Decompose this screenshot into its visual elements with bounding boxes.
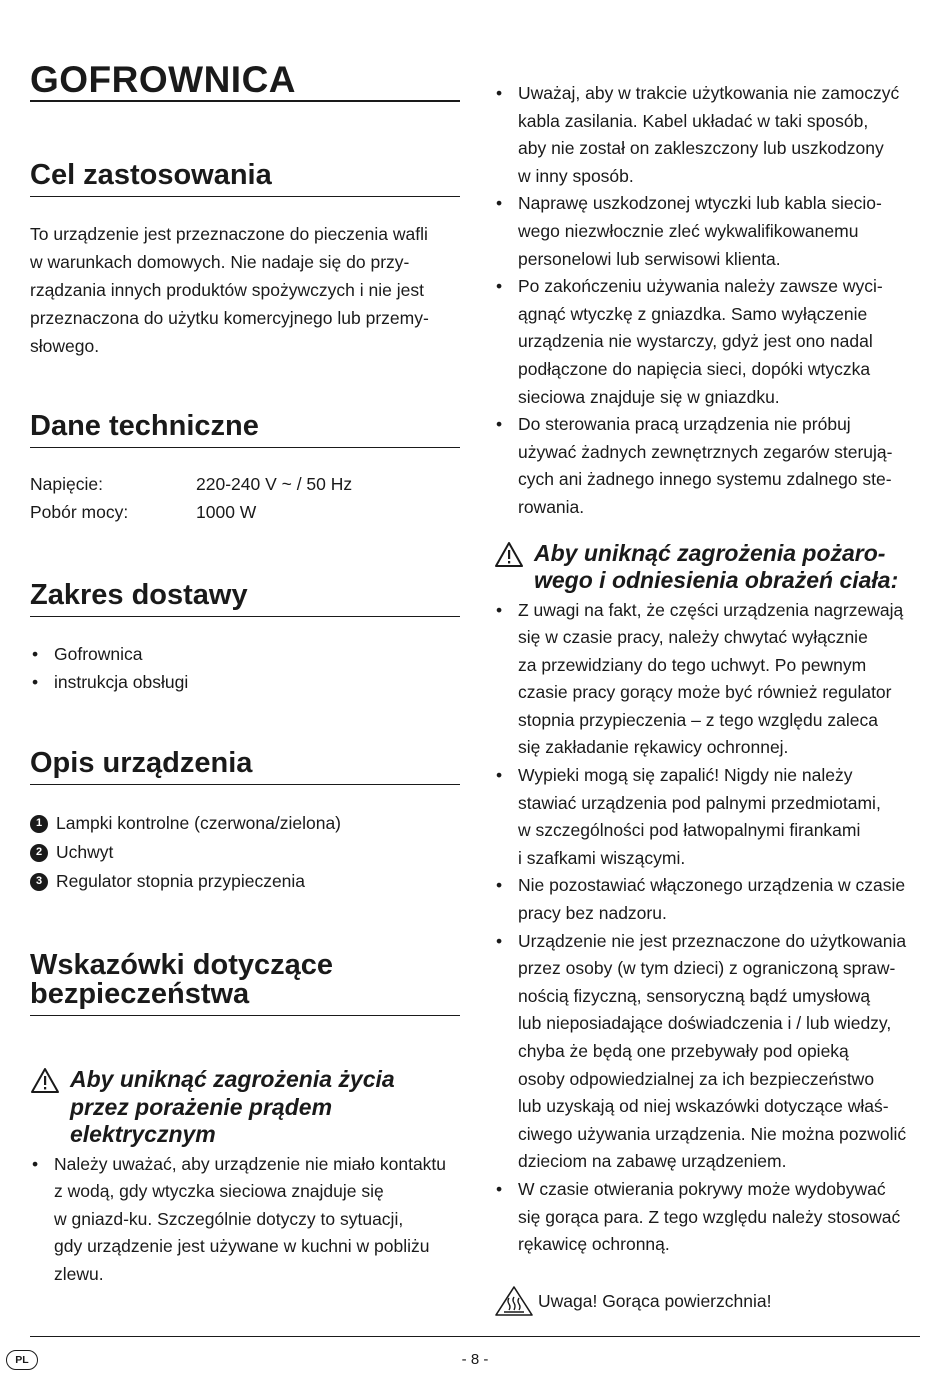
list-item: • Z uwagi na fakt, że części urządzenia nagrzewają się w czasie pracy, należy chwytać wyłącznie za przewidziany do tego uchwyt. Po pewnym czasie pracy gorący może być również regulator stopnia przypieczenia – z tego względu zaleca się zakładanie rękawicy ochronnej. <box>496 599 904 758</box>
language-badge: PL <box>6 1350 38 1370</box>
warning1-list <box>30 1151 460 1289</box>
hot-surface-icon <box>494 1285 534 1317</box>
section-title-wskazowki: Wskazówki dotyczące bezpieczeństwa <box>30 951 460 1016</box>
section-opis <box>30 748 460 896</box>
delivery-list <box>30 641 460 696</box>
list-item: • Po zakończeniu używania należy zawsze wyci- ągnąć wtyczkę z gniazdka. Samo wyłączenie urządzenia nie wystarczy, gdyż jest ono nadal podłączone do napięcia sieci, dopóki wtyczka sieciowa znajduje się w gniazdku. <box>496 276 883 407</box>
section-dane <box>30 411 460 526</box>
list-item: • instrukcja obsługi <box>32 671 189 692</box>
page-title: GOFROWNICA <box>30 58 460 102</box>
list-item: • Gofrownica <box>32 644 143 664</box>
section-title-dane: Dane techniczne <box>30 411 460 448</box>
footer-divider <box>30 1336 920 1337</box>
number-badge: 2 <box>30 844 48 862</box>
list-item: • Wypieki mogą się zapalić! Nigdy nie należy stawiać urządzenia pod palnymi przedmiotami, w szczególności pod łatwopalnymi firankami i szafkami wiszącymi. <box>496 765 881 868</box>
list-item: • Uważaj, aby w trakcie użytkowania nie zamoczyć kabla zasilania. Kabel układać w taki sposób, aby nie został on zakleszczony lub uszkodzony w inny sposób. <box>496 83 900 186</box>
parts-list <box>30 809 460 896</box>
spec-row: Pobór mocy: 1000 W <box>30 502 257 522</box>
list-item: 2 Uchwyt <box>30 838 460 867</box>
section-title-opis: Opis urządzenia <box>30 748 460 785</box>
list-item: • Do sterowania pracą urządzenia nie próbuj używać żadnych zewnętrznych zegarów sterują- cych ani żadnego innego systemu zdalnego ste- rowania. <box>496 414 893 517</box>
electric-bullets <box>494 80 922 522</box>
list-item: • Naprawę uszkodzonej wtyczki lub kabla sieciо- wego niezwłocznie zleć wykwalifikowanemu personelowi lub serwisowi klienta. <box>496 193 882 269</box>
number-badge: 1 <box>30 815 48 833</box>
number-badge: 3 <box>30 873 48 891</box>
warning-heading-fire: Aby uniknąć zagrożenia pożaro- wego i odniesienia obrażeń ciała: <box>494 540 922 595</box>
list-item: 1 Lampki kontrolne (czerwona/zielona) <box>30 809 460 838</box>
warning-triangle-icon <box>494 541 524 568</box>
page-number: - 8 - <box>461 1351 489 1368</box>
cel-paragraph: To urządzenie jest przeznaczone do pieczenia wafli w warunkach domowych. Nie nadaje się do przy- rządzania innych produktów spożywczych i nie jest przeznaczona do użytku komercyjnego lub przemy- słowego. <box>30 224 429 356</box>
warning-heading-electric: Aby uniknąć zagrożenia życia przez porażenie prądem elektrycznym <box>30 1066 460 1149</box>
spec-table <box>30 470 460 526</box>
hot-surface-note: Uwaga! Gorąca powierzchnia! <box>494 1285 922 1317</box>
section-wskazowki <box>30 951 460 1288</box>
list-item: • Nie pozostawiać włączonego urządzenia w czasie pracy bez nadzoru. <box>496 875 906 924</box>
warning-triangle-icon <box>30 1067 60 1094</box>
spec-row: Napięcie: 220-240 V ~ / 50 Hz <box>30 474 353 494</box>
section-zakres <box>30 580 460 696</box>
right-column <box>494 80 922 1317</box>
list-item: 3 Regulator stopnia przypieczenia <box>30 867 460 896</box>
left-column <box>30 58 460 1289</box>
list-item: • Należy uważać, aby urządzenie nie miało kontaktu z wodą, gdy wtyczka sieciowa znajduje się w gniazd-ku. Szczególnie dotyczy to sytuacji, gdy urządzenie jest używane w kuchni w pobliżu zlewu. <box>32 1153 447 1285</box>
section-cel <box>30 160 460 360</box>
list-item: • Urządzenie nie jest przeznaczone do użytkowania przez osoby (w tym dzieci) z ograniczoną spraw- nością fizyczną, sensoryczną bądź umysłową lub nieposiadające doświadczenia i / lub wiedzy, chyba że będą one przebywały pod opieką osoby odpowiedzialnej za ich bezpieczeństwo lub uzyskają od niej wskazówki dotyczące właś- ciwego używania urządzenia. Nie można pozwolić dzieciom na zabawę urządzeniem. <box>496 930 907 1172</box>
fire-bullets <box>494 597 922 1259</box>
section-title-cel: Cel zastosowania <box>30 160 460 197</box>
list-item: • W czasie otwierania pokrywy może wydobywać się gorąca para. Z tego względu należy stosować rękawicę ochronną. <box>496 1178 901 1255</box>
section-title-zakres: Zakres dostawy <box>30 580 460 617</box>
